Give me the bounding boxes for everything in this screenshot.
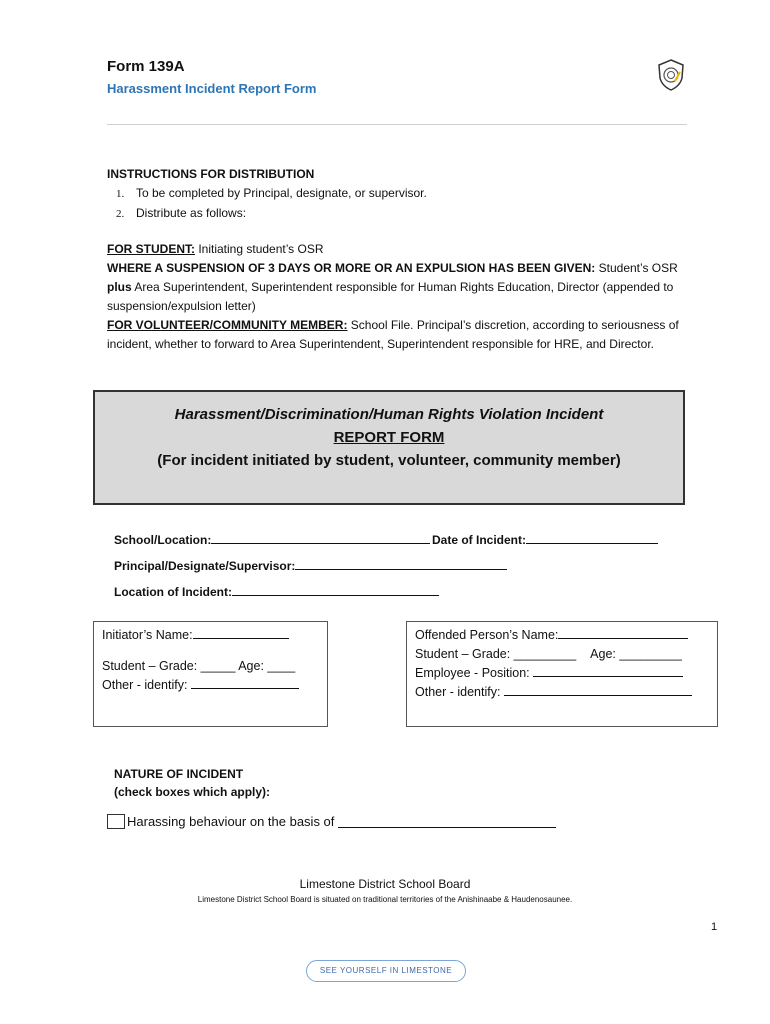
report-banner-title: Harassment/Discrimination/Human Rights Violation Incident [174,406,604,423]
nature-heading: NATURE OF INCIDENT [114,767,244,781]
header-divider [107,124,687,125]
see-yourself-tagline: SEE YOURSELF IN LIMESTONE [306,960,466,982]
harassing-behaviour-option [107,814,556,829]
school-location-label: School/Location: [114,533,212,547]
offended-name-field: Offended Person’s Name: [415,626,709,645]
report-form-banner [93,390,685,505]
offended-name-input[interactable] [558,628,688,639]
location-of-incident-input[interactable] [232,584,439,596]
instruction-step: 1. To be completed by Principal, designate, or supervisor. [116,186,427,200]
report-banner-note: (For incident initiated by student, volunteer, community member) [157,452,621,469]
date-of-incident-field [432,532,658,547]
school-location-field [114,532,430,547]
instruction-steps [107,184,687,224]
offended-other-field: Other - identify: [415,683,709,702]
nature-of-incident [114,765,270,801]
volunteer-paragraph: FOR VOLUNTEER/COMMUNITY MEMBER: School File. Principal’s discretion, according to seriousness of incident, whether to forward to Area Superintendent, Superintendent responsible for HRE, and Director. [107,318,679,351]
initiator-box [93,621,328,727]
location-of-incident-label: Location of Incident: [114,585,232,599]
instructions-heading: INSTRUCTIONS FOR DISTRIBUTION [107,167,315,181]
initiator-other-input[interactable] [191,678,299,689]
initiator-name-input[interactable] [193,628,289,639]
suspension-paragraph: WHERE A SUSPENSION OF 3 DAYS OR MORE OR AN EXPULSION HAS BEEN GIVEN: Student’s OSR plus Area Superintendent, Superintendent responsible for Human Rights Education, Director (appended to suspension/expulsion letter) [107,261,678,313]
page-number: 1 [711,921,718,933]
footer-organization: Limestone District School Board [299,877,471,891]
instruction-step: 2. Distribute as follows: [116,206,247,220]
offended-grade-age[interactable]: Student – Grade: _________ Age: _________ [415,647,682,661]
footer-territory-note: Limestone District School Board is situated on traditional territories of the Anishinaabe & Haudenosaunee. [197,895,573,904]
harassing-behaviour-checkbox[interactable] [107,814,125,829]
principal-input[interactable] [295,558,507,570]
date-of-incident-input[interactable] [526,532,658,544]
initiator-other-field: Other - identify: [102,676,319,695]
school-location-input[interactable] [211,532,430,544]
location-of-incident-field [114,584,439,599]
offended-other-input[interactable] [504,685,692,696]
initiator-name-field: Initiator’s Name: [102,626,319,645]
harassing-behaviour-label: Harassing behaviour on the basis of [127,814,335,829]
form-number: Form 139A [107,58,185,75]
for-student-line: FOR STUDENT: Initiating student’s OSR [107,242,324,256]
principal-label: Principal/Designate/Supervisor: [114,559,296,573]
date-of-incident-label: Date of Incident: [432,533,527,547]
offended-employee-field: Employee - Position: [415,664,709,683]
offended-employee-input[interactable] [533,666,683,677]
form-title: Harassment Incident Report Form [107,81,317,96]
school-board-shield-icon [656,58,686,92]
report-banner-subtitle: REPORT FORM [333,429,445,446]
offended-person-box [406,621,718,727]
distribution-instructions [107,165,687,354]
principal-field [114,558,507,573]
initiator-grade-age[interactable]: Student – Grade: _____ Age: ____ [102,659,296,673]
harassing-basis-input[interactable] [338,815,556,828]
nature-subheading: (check boxes which apply): [114,785,271,799]
